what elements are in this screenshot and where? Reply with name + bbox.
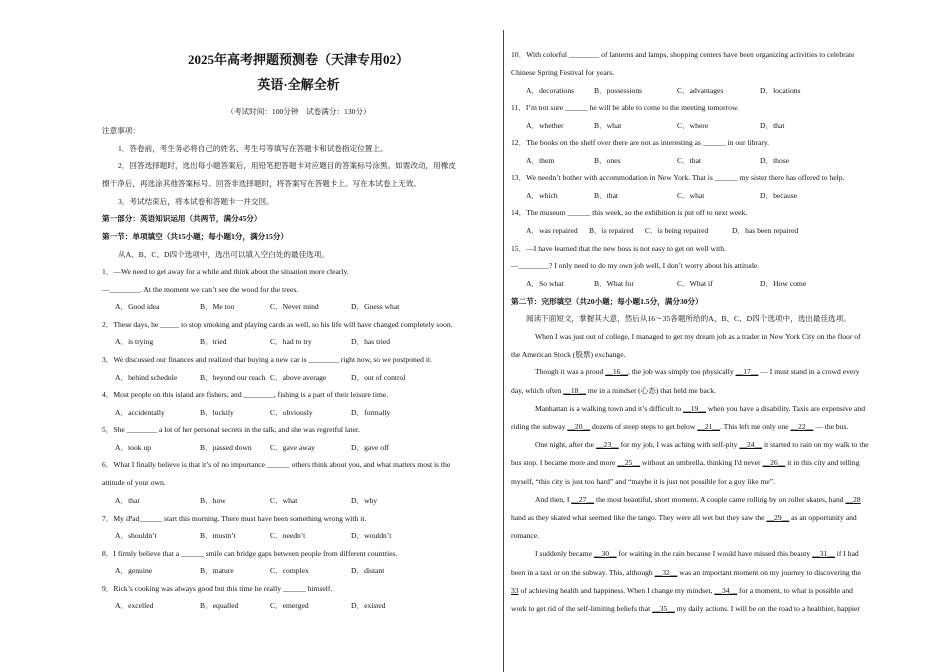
question-stem: 1．—We need to get away for a while and think about the situation more clearly. [102, 267, 349, 276]
option-c: C．needn’t [270, 531, 306, 540]
cloze-blank-31: __31__ [812, 549, 835, 558]
section2-instruction: 阅读下面短文，掌握其大意，然后从16～35各题所给的A、B、C、D四个选项中，选出最佳选项。 [526, 314, 851, 323]
option-a: A．accidentally [115, 408, 165, 417]
option-c: C．gave away [270, 443, 315, 452]
cloze-blank-33: 33 [511, 586, 519, 595]
note-1: 1．答卷前，考生务必将自己的姓名、考生号等填写在答题卡和试卷指定位置上。 [118, 144, 388, 153]
option-c: C．that [677, 156, 702, 165]
passage-line: I suddenly became __30__ for waiting in the rain because I would have missed this beauty __31__ if I had [535, 549, 859, 558]
option-b: B．equalled [200, 601, 239, 610]
option-a: A．whether [526, 121, 564, 130]
question-stem-cont: Chinese Spring Festival for years. [511, 68, 615, 77]
question-stem: 13．We needn’t bother with accommodation in New York. That is ______ my sister there has offered to help. [511, 173, 845, 182]
cloze-blank-21: __21__ [697, 422, 721, 431]
passage-line: hand as they skated what seemed like the tango. They were all wet but they saw the __29__ as an opportunity and [511, 513, 857, 522]
option-c: C．advantages [677, 86, 724, 95]
question-stem: 4．Most people on this island are fishers, and ________, fishing is a part of their leisure time. [102, 390, 389, 399]
option-c: C．where [677, 121, 709, 130]
passage-line: riding the subway __20__ dozens of steep steps to get below __21__. This left me only one __22__ — the bus. [511, 422, 849, 431]
cloze-blank-24: __24__ [739, 440, 763, 449]
option-c: C．had to try [270, 337, 312, 346]
question-stem: 3．We discussed our finances and realized that buying a new car is ________ right now, so we postponed it. [102, 355, 432, 364]
question-stem-cont: —________. At the moment we can’t see the wood for the trees. [102, 285, 299, 294]
question-stem: 14．The museum ______ this week, so the exhibition is put off to next week. [511, 208, 748, 217]
part1-heading: 第一部分：英语知识运用（共两节，满分45分） [102, 214, 262, 223]
option-b: B．beyond our reach [200, 373, 266, 382]
question-stem: 12．The books on the shelf over there are not as interesting as ______ in our library. [511, 138, 770, 147]
notes-heading: 注意事项： [102, 126, 140, 135]
section2-heading: 第二节：完形填空（共20小题；每小题1.5分，满分30分） [511, 297, 703, 306]
option-d: D．those [760, 156, 790, 165]
note-2-cont: 擦干净后，再选涂其他答案标号。回答非选择题时，将答案写在答题卡上。写在本试卷上无效。 [102, 179, 421, 188]
option-c: C．what [677, 191, 705, 200]
option-c: C．emerged [270, 601, 309, 610]
option-d: D．existed [351, 601, 386, 610]
option-d: D．wouldn’t [351, 531, 392, 540]
cloze-blank-16: __16__ [605, 367, 629, 376]
question-stem: 2．These days, he _____ to stop smoking and playing cards as well, so his life will have changed completely soon. [102, 320, 453, 329]
note-3: 3．考试结束后，将本试卷和答题卡一并交回。 [118, 197, 274, 206]
option-b: B．how [200, 496, 226, 505]
option-a: A．took up [115, 443, 152, 452]
option-a: A．that [115, 496, 140, 505]
option-c: C．Never mind [270, 302, 319, 311]
option-a: A．was repaired [526, 226, 578, 235]
option-a: A．which [526, 191, 558, 200]
passage-line: Though it was a proud __16__, the job was simply too physically __17__ — I must stand in a crowd every [535, 367, 860, 376]
column-divider [503, 30, 504, 672]
cloze-blank-28: __28 [845, 495, 861, 504]
option-c: C．complex [270, 566, 309, 575]
passage-line: bus stop. I became more and more __25__ without an umbrella, thinking I'd never __26__ it in this city and telling [511, 458, 860, 467]
option-a: A．behind schedule [115, 373, 178, 382]
cloze-blank-34: __34__ [714, 586, 738, 595]
option-b: B．ones [594, 156, 621, 165]
cloze-blank-20: __20__ [567, 422, 591, 431]
cloze-blank-27: __27__ [571, 495, 595, 504]
note-2: 2．回答选择题时，选出每小题答案后，用铅笔把答题卡对应题目的答案标号涂黑。如需改动，用橡皮 [118, 161, 456, 170]
passage-line: romance. [511, 531, 540, 540]
option-b: B．passed down [200, 443, 252, 452]
section1-instruction: 从A、B、C、D四个选项中，选出可以填入空白处的最佳选项。 [118, 250, 329, 259]
question-stem-cont: —________? I only need to do my own job well, I don’t worry about his attitude. [511, 261, 760, 270]
option-a: A．So what [526, 279, 564, 288]
option-c: C．above average [270, 373, 327, 382]
option-d: D．gave off [351, 443, 390, 452]
passage-line: When I was just out of college, I managed to get my dream job as a trader in New York City on the floor of [535, 332, 861, 341]
option-a: A．shouldn’t [115, 531, 157, 540]
exam-title: 2025年高考押题预测卷（天津专用02） [187, 52, 409, 67]
cloze-blank-18: __18__ [563, 386, 587, 395]
option-b: B．mature [200, 566, 234, 575]
option-d: D．formally [351, 408, 391, 417]
cloze-blank-30: __30__ [593, 549, 617, 558]
option-d: D．out of control [351, 373, 406, 382]
cloze-blank-26: __26__ [762, 458, 786, 467]
option-d: D．that [760, 121, 785, 130]
passage-line: work to get rid of the self-limiting beliefs that __35__ my daily actions. I will be on the road to a healthier, happier [511, 604, 860, 613]
question-stem: 11．I’m not sure ______ he will be able to come to the meeting tomorrow. [511, 103, 739, 112]
option-a: A．excelled [115, 601, 154, 610]
section1-heading: 第一节：单项填空（共15小题；每小题1分，满分15分） [102, 232, 289, 241]
cloze-blank-25: __25__ [617, 458, 641, 467]
option-d: D．has been repaired [732, 226, 799, 235]
passage-line: One night, after the __23__ for my job, I was aching with self-pity __24__ it started to rain on my walk to the [535, 440, 869, 449]
cloze-blank-29: __29__ [766, 513, 790, 522]
option-c: C．what [270, 496, 298, 505]
passage-line: 33 of achieving health and happiness. When I change my mindset, __34__ for a moment, to what is possible and [511, 586, 853, 595]
option-a: A．decorations [526, 86, 575, 95]
question-stem: 5．She ________ a lot of her personal secrets in the talk, and she was regretful later. [102, 425, 360, 434]
option-a: A．genuine [115, 566, 153, 575]
option-a: A．them [526, 156, 555, 165]
option-d: D．why [351, 496, 378, 505]
passage-line: myself, “this city is just too hard” and “maybe it is just not possible for a guy like me”. [511, 477, 776, 486]
cloze-blank-19: __19__ [683, 404, 706, 413]
passage-line: the American Stock (股票) exchange. [511, 350, 626, 359]
question-stem-cont: attitude of your own. [102, 478, 166, 487]
option-c: C．is being repaired [645, 226, 709, 235]
passage-line: Manhattan is a walking town and it’s difficult to __19__ when you have a disability. Taxis are expensive and [535, 404, 866, 413]
option-b: B．What for [594, 279, 634, 288]
option-b: B．that [594, 191, 619, 200]
option-b: B．possessions [594, 86, 643, 95]
cloze-blank-32: __32__ [654, 568, 678, 577]
option-b: B．is repaired [589, 226, 634, 235]
option-b: B．Me too [200, 302, 235, 311]
option-b: B．tried [200, 337, 227, 346]
option-a: A．is trying [115, 337, 154, 346]
option-a: A．Good idea [115, 302, 160, 311]
cloze-blank-17: __17__ [735, 367, 759, 376]
question-stem: 15．—I have learned that the new boss is not easy to get on well with. [511, 244, 726, 253]
cloze-blank-35: __35__ [652, 604, 675, 613]
option-b: B．luckily [200, 408, 234, 417]
question-stem: 7．My iPad______ start this morning. There must have been something wrong with it. [102, 514, 367, 523]
option-c: C．What if [677, 279, 713, 288]
passage-line: been in a taxi or on the subway. This, although __32__ was an important moment on my journey to discovering the [511, 568, 861, 577]
option-d: D．How come [760, 279, 807, 288]
option-d: D．has tried [351, 337, 391, 346]
question-stem: 9．Rick’s cooking was always good but this time he really ______ himself. [102, 584, 333, 593]
option-d: D．distant [351, 566, 385, 575]
cloze-blank-22: __22__ [790, 422, 814, 431]
passage-line: day, which often __18__ me in a mindset (心态) that held me back. [511, 386, 716, 395]
passage-line: And then, I __27__ the most beautiful, short moment. A couple came rolling by on roller skates, hand __28 [535, 495, 861, 504]
exam-info: （考试时间：100分钟 试卷满分：130分） [226, 107, 371, 116]
option-d: D．because [760, 191, 798, 200]
exam-subtitle: 英语·全解全析 [257, 77, 340, 92]
cloze-blank-23: __23__ [595, 440, 619, 449]
option-d: D．locations [760, 86, 801, 95]
option-b: B．what [594, 121, 622, 130]
option-c: C．obviously [270, 408, 313, 417]
question-stem: 6．What I finally believe is that it’s of no importance ______ others think about you, and what matters most is the [102, 460, 451, 469]
question-stem: 10．With colorful ________ of lanterns and lamps, shopping centers have been organizing activities to celebrate [511, 50, 855, 59]
option-b: B．mustn’t [200, 531, 236, 540]
option-d: D．Guess what [351, 302, 400, 311]
question-stem: 8．I firmly believe that a ______ smile can bridge gaps between people from different countries. [102, 549, 398, 558]
